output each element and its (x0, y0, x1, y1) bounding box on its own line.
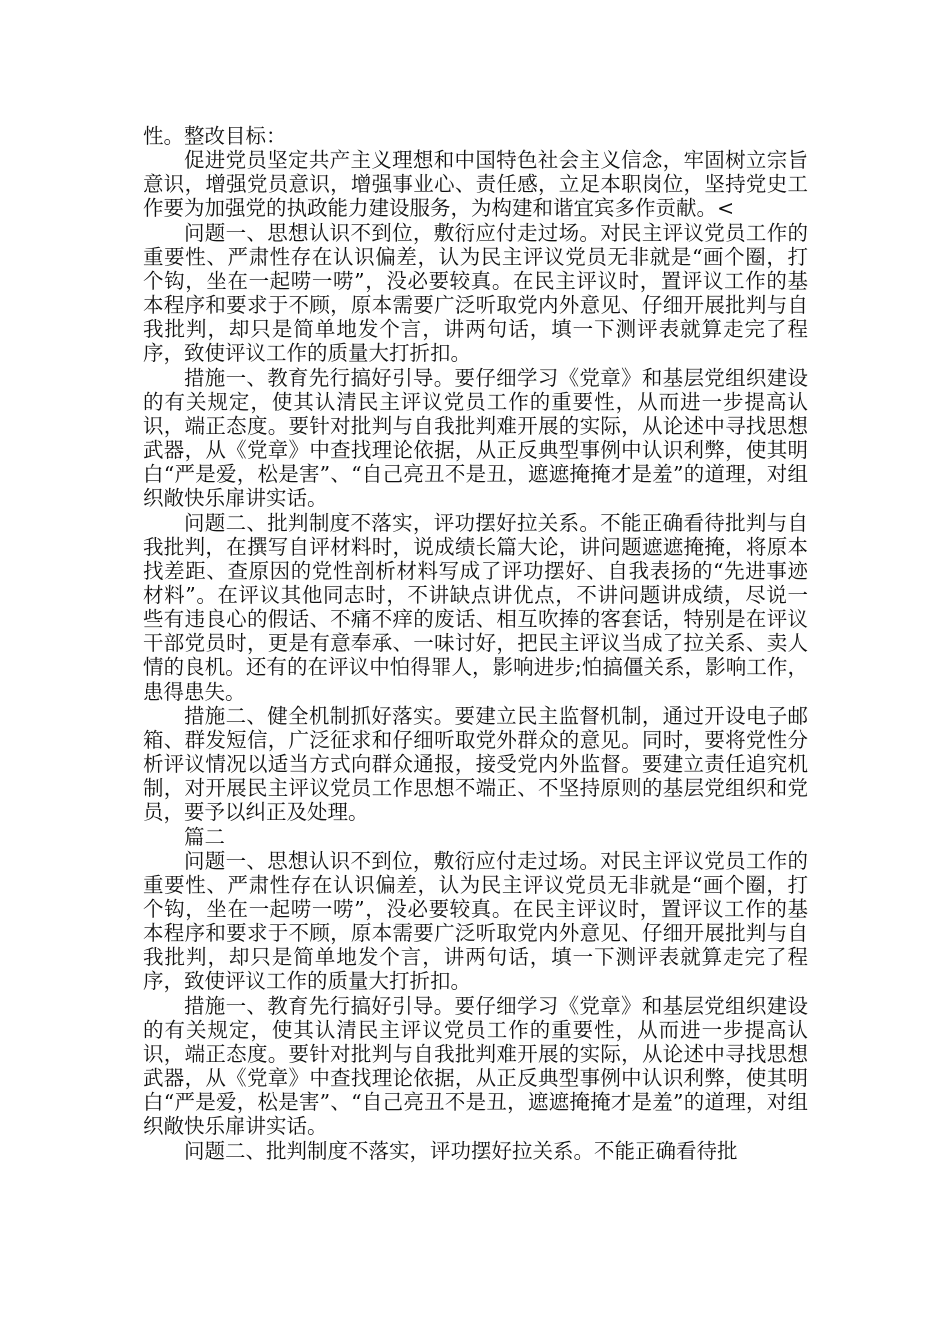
paragraph: 措施二、健全机制抓好落实。要建立民主监督机制，通过开设电子邮箱、群发短信，广泛征求和仔细听取党外群众的意见。同时，要将党性分析评议情况以适当方式向群众通报，接受党内外监督。要建立责任追究机制，对开展民主评议党员工作思想不端正、不坚持原则的基层党组织和党员，要予以纠正及处理。 (143, 703, 808, 825)
paragraph: 性。整改目标： (143, 124, 287, 148)
paragraph: 问题二、批判制度不落实，评功摆好拉关系。不能正确看待批 (184, 1138, 738, 1163)
document-page (143, 124, 808, 1163)
paragraph: 问题一、思想认识不到位，敷衍应付走过场。对民主评议党员工作的重要性、严肃性存在认识偏差，认为民主评议党员无非就是“画个圈，打个钩，坐在一起唠一唠”，没必要较真。在民主评议时，置评议工作的基本程序和要求于不顾，原本需要广泛听取党内外意见、仔细开展批判与自我批判，却只是简单地发个言，讲两句话，填一下测评表就算走完了程序，致使评议工作的质量大打折扣。 (143, 220, 808, 366)
paragraph: 措施一、教育先行搞好引导。要仔细学习《党章》和基层党组织建设的有关规定，使其认清民主评议党员工作的重要性，从而进一步提高认识，端正态度。要针对批判与自我批判难开展的实际，从论述中寻找思想武器，从《党章》中查找理论依据，从正反典型事例中认识利弊，使其明白“严是爱，松是害”、“自己亮丑不是丑，遮遮掩掩才是羞”的道理，对组织敞快乐扉讲实话。 (143, 993, 808, 1139)
paragraph: 促进党员坚定共产主义理想和中国特色社会主义信念，牢固树立宗旨意识，增强党员意识，增强事业心、责任感，立足本职岗位，坚持党史工作要为加强党的执政能力建设服务，为构建和谐宜宾多作贡献。< (143, 148, 808, 221)
paragraph: 问题二、批判制度不落实，评功摆好拉关系。不能正确看待批判与自我批判，在撰写自评材料时，说成绩长篇大论，讲问题遮遮掩掩，将原本找差距、查原因的党性剖析材料写成了评功摆好、自我表扬的“先进事迹材料”。在评议其他同志时，不讲缺点讲优点，不讲问题讲成绩，尽说一些有违良心的假话、不痛不痒的废话、相互吹捧的客套话，特别是在评议干部党员时，更是有意奉承、一味讨好，把民主评议当成了拉关系、卖人情的良机。还有的在评议中怕得罪人，影响进步;怕搞僵关系，影响工作，患得患失。 (143, 510, 808, 704)
paragraph: 措施一、教育先行搞好引导。要仔细学习《党章》和基层党组织建设的有关规定，使其认清民主评议党员工作的重要性，从而进一步提高认识，端正态度。要针对批判与自我批判难开展的实际，从论述中寻找思想武器，从《党章》中查找理论依据，从正反典型事例中认识利弊，使其明白“严是爱，松是害”、“自己亮丑不是丑，遮遮掩掩才是羞”的道理，对组织敞快乐扉讲实话。 (143, 365, 808, 511)
paragraph: 问题一、思想认识不到位，敷衍应付走过场。对民主评议党员工作的重要性、严肃性存在认识偏差，认为民主评议党员无非就是“画个圈，打个钩，坐在一起唠一唠”，没必要较真。在民主评议时，置评议工作的基本程序和要求于不顾，原本需要广泛听取党内外意见、仔细开展批判与自我批判，却只是简单地发个言，讲两句话，填一下测评表就算走完了程序，致使评议工作的质量大打折扣。 (143, 848, 808, 994)
section-heading: 篇二 (184, 824, 225, 849)
